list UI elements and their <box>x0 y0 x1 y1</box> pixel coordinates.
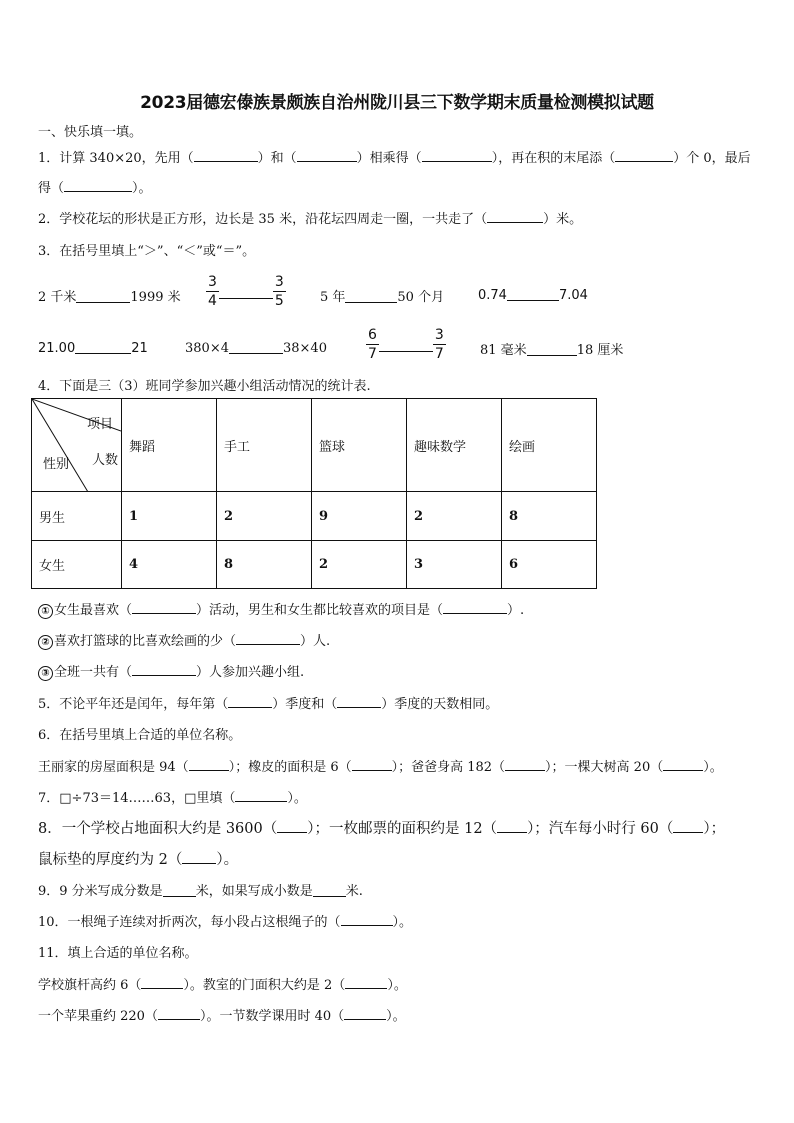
question-4-sub-3: ③ 全班一共有（ ）人参加兴趣小组. <box>38 661 304 681</box>
table-cell: 3 <box>407 541 502 589</box>
fraction: $\frac{6}{7}$ <box>368 327 377 362</box>
table-cell: 9 <box>312 492 407 541</box>
fraction: $\frac{3}{5}$ <box>274 274 284 309</box>
table-cell: 4 <box>122 541 217 589</box>
answer-blank[interactable] <box>76 288 130 303</box>
question-6-items: 王丽家的房屋面积是 94（ ）；橡皮的面积是 6（ ）；爸爸身高 182（ ）；一棵大树高 20（ ）。 <box>38 760 723 775</box>
question-11-items-1: 学校旗杆高约 6（ ）。教室的门面积大约是 2（ ）。 <box>38 978 407 993</box>
fraction: $\frac{3}{4}$ <box>208 274 217 309</box>
compare-km-m: 2 千米 1999 米 <box>38 290 181 305</box>
answer-blank[interactable] <box>163 882 196 897</box>
table-cell: 1 <box>122 492 217 541</box>
question-6: 6．在括号里填上合适的单位名称。 <box>38 728 242 743</box>
section-heading: 一、快乐填一填。 <box>38 125 143 140</box>
row-label: 男生 <box>32 492 122 541</box>
page-title: 2023届德宏傣族景颇族自治州陇川县三下数学期末质量检测模拟试题 <box>140 93 654 113</box>
compare-decimals-1: 0.74 7.04 <box>478 288 588 303</box>
compare-products: 380×4 38×40 <box>185 341 327 356</box>
row-label: 女生 <box>32 541 122 589</box>
question-7: 7．□÷73＝14……63，□里填（ ）。 <box>38 791 307 806</box>
answer-blank[interactable] <box>313 882 346 897</box>
question-4-sub-1: ① 女生最喜欢（ ）活动，男生和女生都比较喜欢的项目是（ ）. <box>38 599 524 619</box>
interest-group-table <box>31 398 597 589</box>
circled-number-1: ① <box>38 604 53 619</box>
table-header: 舞蹈 <box>122 399 217 492</box>
fraction: $\frac{3}{7}$ <box>434 327 444 362</box>
table-header: 趣味数学 <box>407 399 502 492</box>
table-cell: 8 <box>217 541 312 589</box>
answer-blank[interactable] <box>345 288 397 303</box>
circled-number-3: ③ <box>38 666 53 681</box>
table-cell: 8 <box>502 492 597 541</box>
question-2: 2．学校花坛的形状是正方形，边长是 35 米，沿花坛四周走一圈，一共走了（ ）米。 <box>38 212 583 227</box>
answer-blank[interactable] <box>75 339 131 354</box>
corner-gender-label: 性别 <box>43 457 70 472</box>
question-1-line1: 1．计算 340×20，先用（ ）和（ ）相乘得（ ），再在积的末尾添（ ）个 0，最后 <box>38 151 751 166</box>
table-row <box>32 541 597 589</box>
compare-fractions-2 <box>366 326 446 363</box>
compare-decimals-2: 21.00 21 <box>38 341 148 356</box>
table-cell: 6 <box>502 541 597 589</box>
corner-item-label: 项目 <box>87 417 114 432</box>
table-header: 手工 <box>217 399 312 492</box>
corner-count-label: 人数 <box>92 453 119 468</box>
question-11-items-2: 一个苹果重约 220（ ）。一节数学课用时 40（ ）。 <box>38 1009 406 1024</box>
table-cell: 2 <box>312 541 407 589</box>
table-header: 绘画 <box>502 399 597 492</box>
answer-blank[interactable] <box>507 286 559 301</box>
table-header: 篮球 <box>312 399 407 492</box>
question-1-line2: 得（ ）。 <box>38 181 152 196</box>
compare-years-months: 5 年 50 个月 <box>320 290 445 305</box>
question-9: 9．9 分米写成分数是 米，如果写成小数是 米. <box>38 884 363 899</box>
answer-blank[interactable] <box>229 339 283 354</box>
question-10: 10．一根绳子连续对折两次，每小段占这根绳子的（ ）。 <box>38 915 413 930</box>
question-5: 5．不论平年还是闰年，每年第（ ）季度和（ ）季度的天数相同。 <box>38 697 499 712</box>
answer-blank[interactable] <box>527 341 577 356</box>
table-cell: 2 <box>217 492 312 541</box>
compare-mm-cm: 81 毫米 18 厘米 <box>480 343 624 358</box>
question-8-line1: 8．一个学校占地面积大约是 3600（ ）；一枚邮票的面积约是 12（ ）；汽车每小时行 60（ ）； <box>38 821 726 837</box>
question-11: 11．填上合适的单位名称。 <box>38 946 198 961</box>
question-4: 4．下面是三（3）班同学参加兴趣小组活动情况的统计表. <box>38 379 371 394</box>
circled-number-2: ② <box>38 635 53 650</box>
question-3: 3．在括号里填上“＞”、“＜”或“＝”。 <box>38 244 256 259</box>
question-4-sub-2: ② 喜欢打篮球的比喜欢绘画的少（ ）人. <box>38 630 330 650</box>
table-corner-cell <box>32 399 122 492</box>
answer-blank[interactable] <box>219 284 273 299</box>
answer-blank[interactable] <box>379 337 433 352</box>
question-8-line2: 鼠标垫的厚度约为 2（ ）。 <box>38 852 239 868</box>
compare-fractions-1 <box>206 273 286 310</box>
table-row <box>32 492 597 541</box>
table-cell: 2 <box>407 492 502 541</box>
